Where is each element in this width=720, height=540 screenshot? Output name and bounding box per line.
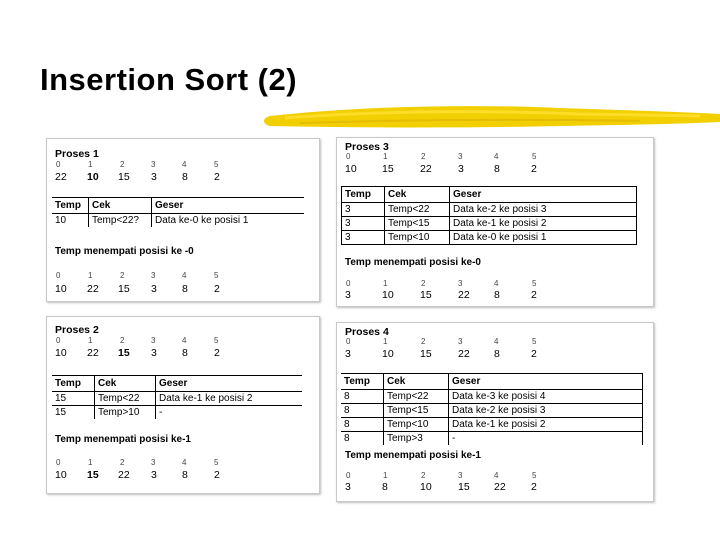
array-value: 22 bbox=[55, 171, 67, 183]
array-index: 0 bbox=[56, 271, 61, 280]
column-header: Geser bbox=[450, 187, 637, 203]
table-header-row bbox=[52, 376, 302, 392]
array-index: 3 bbox=[151, 458, 156, 467]
table-cell: - bbox=[452, 433, 456, 444]
array-value: 2 bbox=[214, 171, 220, 183]
table-row bbox=[342, 203, 637, 217]
array-value: 3 bbox=[151, 283, 157, 295]
array-index: 2 bbox=[421, 152, 426, 161]
table-cell: Data ke-1 ke posisi 2 bbox=[449, 418, 643, 432]
table-cell: Temp<22? bbox=[89, 214, 152, 228]
array-value-row bbox=[337, 348, 653, 360]
array-index: 3 bbox=[151, 160, 156, 169]
array-value: 15 bbox=[382, 163, 394, 175]
panel-proses-1 bbox=[46, 138, 320, 302]
array-index: 1 bbox=[88, 336, 93, 345]
table-cell: Temp<15 bbox=[384, 404, 449, 418]
array-value: 8 bbox=[182, 469, 188, 481]
array-value-row bbox=[47, 171, 319, 183]
array-value: 10 bbox=[55, 347, 67, 359]
array-value: 8 bbox=[182, 171, 188, 183]
array-value: 3 bbox=[458, 163, 464, 175]
array-value: 8 bbox=[182, 347, 188, 359]
array-index: 3 bbox=[458, 152, 463, 161]
table-cell: Temp<22 bbox=[384, 390, 449, 404]
table-cell: Temp<22 bbox=[385, 203, 450, 217]
array-index: 5 bbox=[214, 160, 219, 169]
array-value: 22 bbox=[458, 348, 470, 360]
array-index: 3 bbox=[458, 279, 463, 288]
array-index: 3 bbox=[151, 271, 156, 280]
array-value: 10 bbox=[55, 283, 67, 295]
table-header-row bbox=[341, 374, 643, 390]
panel-proses-3 bbox=[336, 137, 654, 307]
column-header: Geser bbox=[156, 376, 303, 392]
array-value-row bbox=[337, 289, 653, 301]
table-cell: 3 bbox=[342, 203, 385, 217]
table-cell: Temp>3 bbox=[384, 432, 449, 446]
table-cell: 15 bbox=[52, 392, 95, 406]
column-header: Cek bbox=[384, 374, 449, 390]
array-value: 10 bbox=[382, 289, 394, 301]
array-value: 22 bbox=[87, 347, 99, 359]
array-value: 2 bbox=[531, 481, 537, 493]
column-header: Temp bbox=[52, 376, 95, 392]
table-cell: Data ke-0 ke posisi 1 bbox=[450, 231, 637, 245]
table-row bbox=[342, 231, 637, 245]
slide-title: Insertion Sort (2) bbox=[40, 62, 298, 97]
panel-header: Proses 1 bbox=[55, 148, 99, 160]
array-index: 0 bbox=[346, 152, 351, 161]
table-cell: Data ke-2 ke posisi 3 bbox=[449, 404, 643, 418]
array-index: 0 bbox=[56, 336, 61, 345]
array-value-row bbox=[47, 469, 319, 481]
array-index: 5 bbox=[214, 336, 219, 345]
placement-note: Temp menempati posisi ke-1 bbox=[345, 450, 481, 461]
array-index: 5 bbox=[214, 271, 219, 280]
array-value: 15 bbox=[458, 481, 470, 493]
array-value: 8 bbox=[494, 163, 500, 175]
array-index: 0 bbox=[346, 337, 351, 346]
array-index: 5 bbox=[532, 152, 537, 161]
table-cell: Data ke-1 ke posisi 2 bbox=[156, 392, 303, 406]
array-index-row bbox=[47, 271, 319, 283]
panel-header: Proses 2 bbox=[55, 324, 99, 336]
array-value: 8 bbox=[494, 348, 500, 360]
step-table bbox=[52, 197, 304, 227]
table-cell: Temp<22 bbox=[95, 392, 156, 406]
array-value: 3 bbox=[345, 481, 351, 493]
array-index: 2 bbox=[120, 336, 125, 345]
array-value: 3 bbox=[345, 348, 351, 360]
array-index: 4 bbox=[494, 279, 499, 288]
array-value: 2 bbox=[531, 348, 537, 360]
array-value: 10 bbox=[420, 481, 432, 493]
array-index: 0 bbox=[56, 160, 61, 169]
array-value: 2 bbox=[214, 469, 220, 481]
array-index: 4 bbox=[182, 458, 187, 467]
array-value: 15 bbox=[118, 283, 130, 295]
array-value: 15 bbox=[118, 347, 130, 359]
table-cell: - bbox=[159, 407, 163, 418]
table-row bbox=[341, 418, 643, 432]
panel-header: Proses 3 bbox=[345, 141, 389, 153]
array-index: 5 bbox=[532, 471, 537, 480]
array-index: 4 bbox=[494, 337, 499, 346]
array-index: 2 bbox=[421, 337, 426, 346]
table-row bbox=[52, 214, 304, 228]
table-cell: Temp<10 bbox=[384, 418, 449, 432]
table-cell: 8 bbox=[341, 432, 384, 446]
placement-note: Temp menempati posisi ke -0 bbox=[55, 246, 194, 257]
table-row bbox=[341, 404, 643, 418]
array-index: 2 bbox=[421, 279, 426, 288]
column-header: Geser bbox=[449, 374, 643, 390]
table-cell: 15 bbox=[52, 406, 95, 420]
table-header-row bbox=[52, 198, 304, 214]
table-cell: Temp>10 bbox=[95, 406, 156, 420]
table-cell: Temp<10 bbox=[385, 231, 450, 245]
array-index: 2 bbox=[120, 458, 125, 467]
array-value: 3 bbox=[151, 171, 157, 183]
array-value-row bbox=[337, 481, 653, 493]
array-index: 0 bbox=[346, 471, 351, 480]
table-cell: 8 bbox=[341, 390, 384, 404]
step-table bbox=[341, 373, 643, 445]
array-index: 3 bbox=[458, 471, 463, 480]
array-index: 0 bbox=[56, 458, 61, 467]
table-row bbox=[342, 217, 637, 231]
step-table bbox=[341, 186, 637, 245]
array-index: 4 bbox=[182, 160, 187, 169]
table-row bbox=[341, 390, 643, 404]
table-row bbox=[52, 406, 302, 420]
array-value: 15 bbox=[420, 289, 432, 301]
table-cell: 3 bbox=[342, 231, 385, 245]
array-value: 8 bbox=[182, 283, 188, 295]
array-value: 15 bbox=[118, 171, 130, 183]
array-value: 22 bbox=[87, 283, 99, 295]
array-index: 4 bbox=[494, 152, 499, 161]
table-cell: Data ke-2 ke posisi 3 bbox=[450, 203, 637, 217]
array-value: 8 bbox=[382, 481, 388, 493]
array-value-row bbox=[47, 283, 319, 295]
array-index: 5 bbox=[214, 458, 219, 467]
array-index: 1 bbox=[88, 458, 93, 467]
array-index: 1 bbox=[88, 271, 93, 280]
array-value: 10 bbox=[87, 171, 99, 183]
column-header: Temp bbox=[52, 198, 89, 214]
array-value: 22 bbox=[494, 481, 506, 493]
column-header: Temp bbox=[341, 374, 384, 390]
table-cell: Data ke-0 ke posisi 1 bbox=[155, 215, 249, 226]
column-header: Cek bbox=[95, 376, 156, 392]
array-value: 2 bbox=[214, 283, 220, 295]
array-value-row bbox=[337, 163, 653, 175]
array-index: 0 bbox=[346, 279, 351, 288]
array-index: 2 bbox=[120, 271, 125, 280]
array-value: 15 bbox=[420, 348, 432, 360]
column-header: Geser bbox=[152, 198, 305, 214]
array-value: 22 bbox=[458, 289, 470, 301]
array-index: 1 bbox=[383, 471, 388, 480]
array-value: 10 bbox=[382, 348, 394, 360]
array-index: 2 bbox=[421, 471, 426, 480]
table-cell: Temp<15 bbox=[385, 217, 450, 231]
array-index: 1 bbox=[383, 152, 388, 161]
array-value: 3 bbox=[151, 347, 157, 359]
array-value: 8 bbox=[494, 289, 500, 301]
array-index: 4 bbox=[494, 471, 499, 480]
array-value-row bbox=[47, 347, 319, 359]
array-value: 2 bbox=[214, 347, 220, 359]
array-index: 1 bbox=[383, 279, 388, 288]
column-header: Cek bbox=[89, 198, 152, 214]
table-row bbox=[341, 432, 643, 446]
array-index: 1 bbox=[383, 337, 388, 346]
table-cell: 8 bbox=[341, 418, 384, 432]
array-value: 3 bbox=[151, 469, 157, 481]
panel-proses-4 bbox=[336, 322, 654, 502]
table-cell: 8 bbox=[341, 404, 384, 418]
array-index: 3 bbox=[458, 337, 463, 346]
array-value: 2 bbox=[531, 163, 537, 175]
array-value: 15 bbox=[87, 469, 99, 481]
table-cell: 10 bbox=[52, 214, 89, 228]
array-value: 10 bbox=[55, 469, 67, 481]
column-header: Cek bbox=[385, 187, 450, 203]
array-index: 4 bbox=[182, 271, 187, 280]
array-value: 22 bbox=[420, 163, 432, 175]
placement-note: Temp menempati posisi ke-0 bbox=[345, 257, 481, 268]
step-table bbox=[52, 375, 302, 419]
placement-note: Temp menempati posisi ke-1 bbox=[55, 434, 191, 445]
table-cell: Data ke-3 ke posisi 4 bbox=[449, 390, 643, 404]
array-value: 2 bbox=[531, 289, 537, 301]
array-value: 3 bbox=[345, 289, 351, 301]
array-value: 10 bbox=[345, 163, 357, 175]
panel-header: Proses 4 bbox=[345, 326, 389, 338]
column-header: Temp bbox=[342, 187, 385, 203]
array-value: 22 bbox=[118, 469, 130, 481]
array-index: 3 bbox=[151, 336, 156, 345]
table-row bbox=[52, 392, 302, 406]
yellow-brush-stroke bbox=[0, 98, 720, 132]
panel-proses-2 bbox=[46, 316, 320, 494]
array-index: 5 bbox=[532, 337, 537, 346]
table-cell: Data ke-1 ke posisi 2 bbox=[450, 217, 637, 231]
table-header-row bbox=[342, 187, 637, 203]
array-index: 4 bbox=[182, 336, 187, 345]
array-index: 2 bbox=[120, 160, 125, 169]
array-index: 5 bbox=[532, 279, 537, 288]
table-cell: 3 bbox=[342, 217, 385, 231]
array-index: 1 bbox=[88, 160, 93, 169]
